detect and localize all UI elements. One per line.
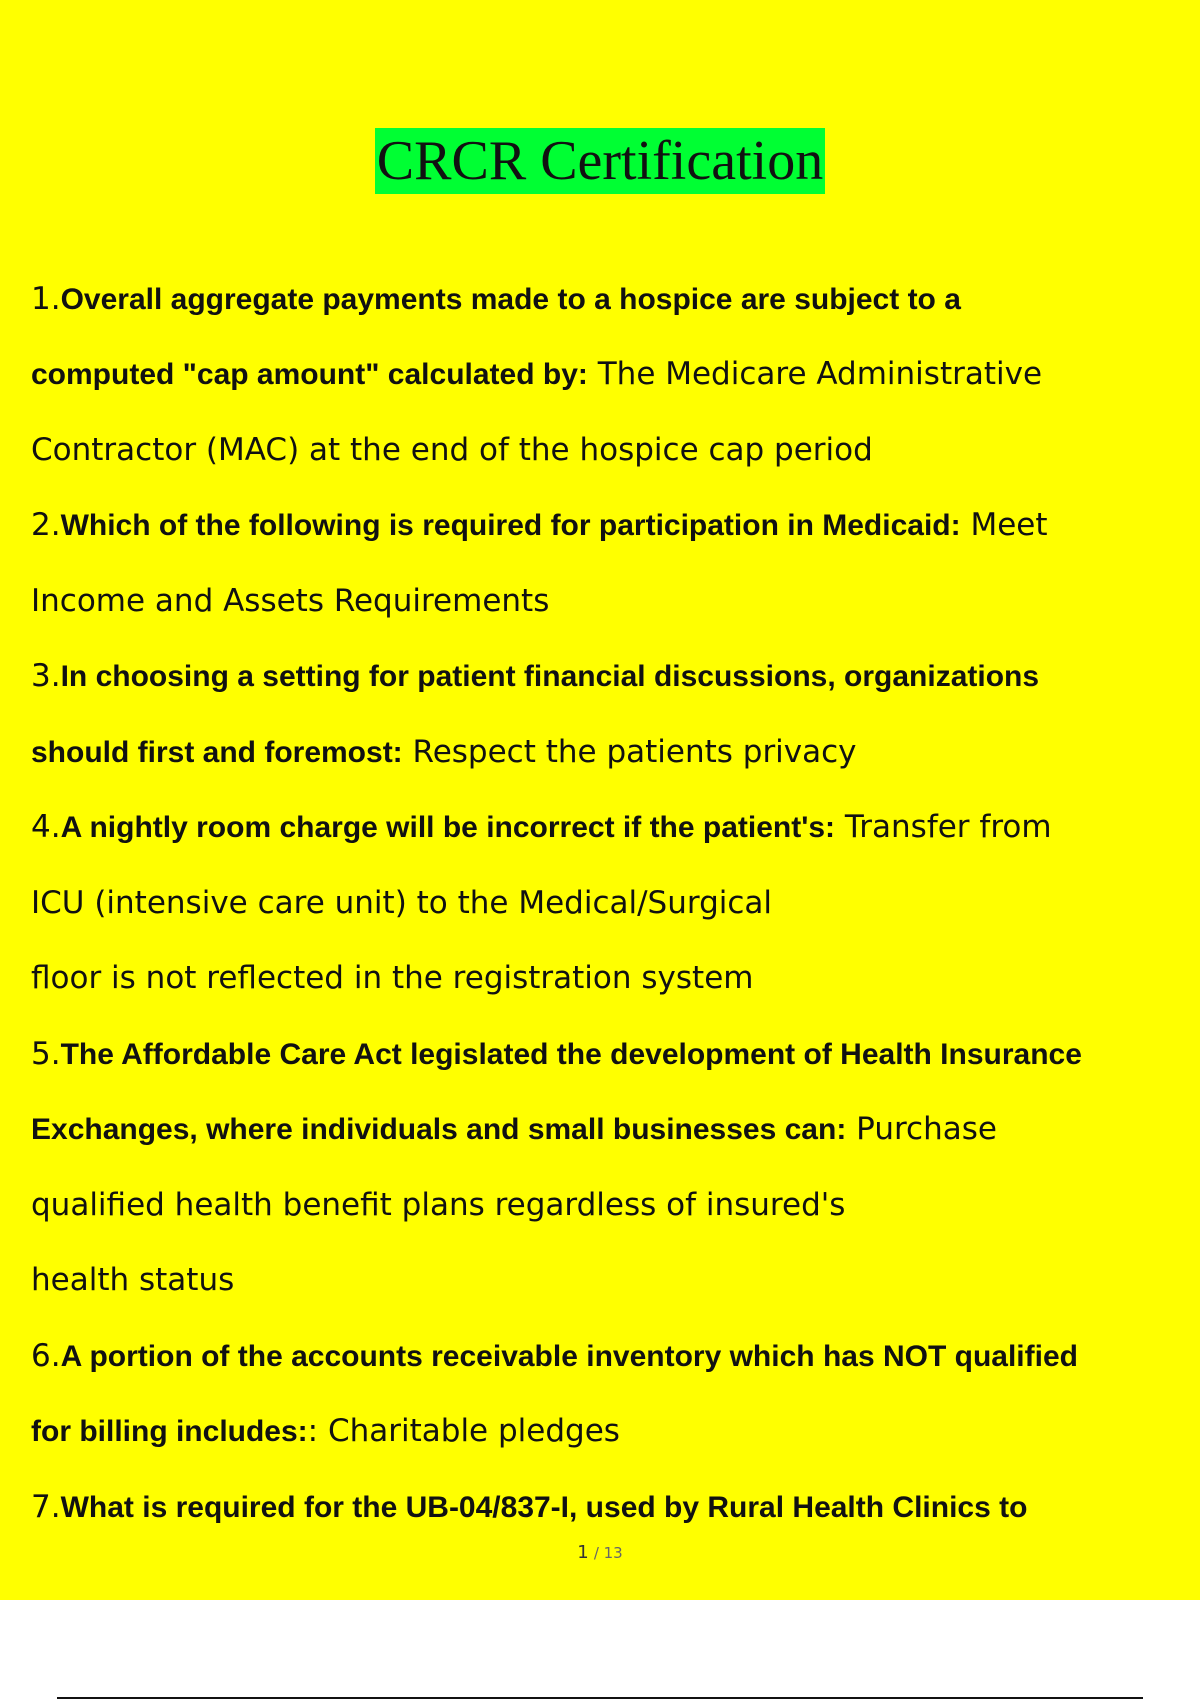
item-6-line-2 <box>31 1411 620 1451</box>
item-3-line-2 <box>31 732 857 772</box>
question-text: for billing includes: <box>31 1415 308 1448</box>
item-2-line-2 <box>31 581 549 621</box>
question-text: What is required for the UB-04/837-I, used by Rural Health Clinics to <box>60 1491 1028 1524</box>
item-7-line-1 <box>31 1487 1027 1527</box>
item-number: 2. <box>31 507 61 543</box>
page-current: 1 <box>577 1542 589 1563</box>
item-1-line-3 <box>31 430 873 470</box>
question-text: Overall aggregate payments made to a hospice are subject to a <box>60 283 961 316</box>
item-5-line-1 <box>31 1034 1082 1074</box>
answer-text: Purchase <box>846 1111 997 1147</box>
page-divider <box>57 1697 1143 1699</box>
page-total: / 13 <box>593 1544 623 1562</box>
title-wrap <box>0 128 1200 194</box>
item-number: 3. <box>31 658 61 694</box>
page-title: CRCR Certification <box>376 130 824 192</box>
item-6-line-1 <box>31 1336 1078 1376</box>
answer-text: Meet <box>960 507 1048 543</box>
item-5-line-4 <box>31 1260 234 1300</box>
answer-text: The Medicare Administrative <box>587 356 1043 392</box>
question-text: In choosing a setting for patient financial discussions, organizations <box>60 660 1040 693</box>
page-indicator <box>0 1542 1200 1563</box>
answer-text: Income and Assets Requirements <box>31 583 550 619</box>
item-4-line-2 <box>31 883 772 923</box>
item-5-line-2 <box>31 1109 997 1149</box>
answer-text: floor is not reflected in the registration system <box>31 960 754 996</box>
item-number: 7. <box>31 1489 61 1525</box>
item-1-line-1 <box>31 279 961 319</box>
item-4-line-3 <box>31 958 753 998</box>
answer-text: : Charitable pledges <box>307 1413 620 1449</box>
item-2-line-1 <box>31 505 1048 545</box>
question-text: Exchanges, where individuals and small businesses can: <box>31 1113 847 1146</box>
item-number: 5. <box>31 1036 61 1072</box>
item-4-line-1 <box>31 807 1052 847</box>
item-3-line-1 <box>31 656 1039 696</box>
item-5-line-3 <box>31 1185 845 1225</box>
answer-text: ICU (intensive care unit) to the Medical/Surgical <box>31 885 773 921</box>
question-text: should first and foremost: <box>31 736 403 769</box>
question-text: Which of the following is required for participation in Medicaid: <box>60 509 961 542</box>
item-1-line-2 <box>31 354 1042 394</box>
item-number: 4. <box>31 809 61 845</box>
question-text: The Affordable Care Act legislated the development of Health Insurance <box>60 1038 1082 1071</box>
question-text: A nightly room charge will be incorrect if the patient's: <box>60 811 836 844</box>
answer-text: Respect the patients privacy <box>402 734 857 770</box>
item-number: 6. <box>31 1338 61 1374</box>
item-number: 1. <box>31 281 61 317</box>
answer-text: Contractor (MAC) at the end of the hospice cap period <box>31 432 873 468</box>
answer-text: Transfer from <box>835 809 1052 845</box>
question-text: computed "cap amount" calculated by: <box>31 358 588 391</box>
question-text: A portion of the accounts receivable inventory which has NOT qualified <box>60 1340 1078 1373</box>
answer-text: health status <box>31 1262 235 1298</box>
answer-text: qualified health benefit plans regardless of insured's <box>31 1187 846 1223</box>
